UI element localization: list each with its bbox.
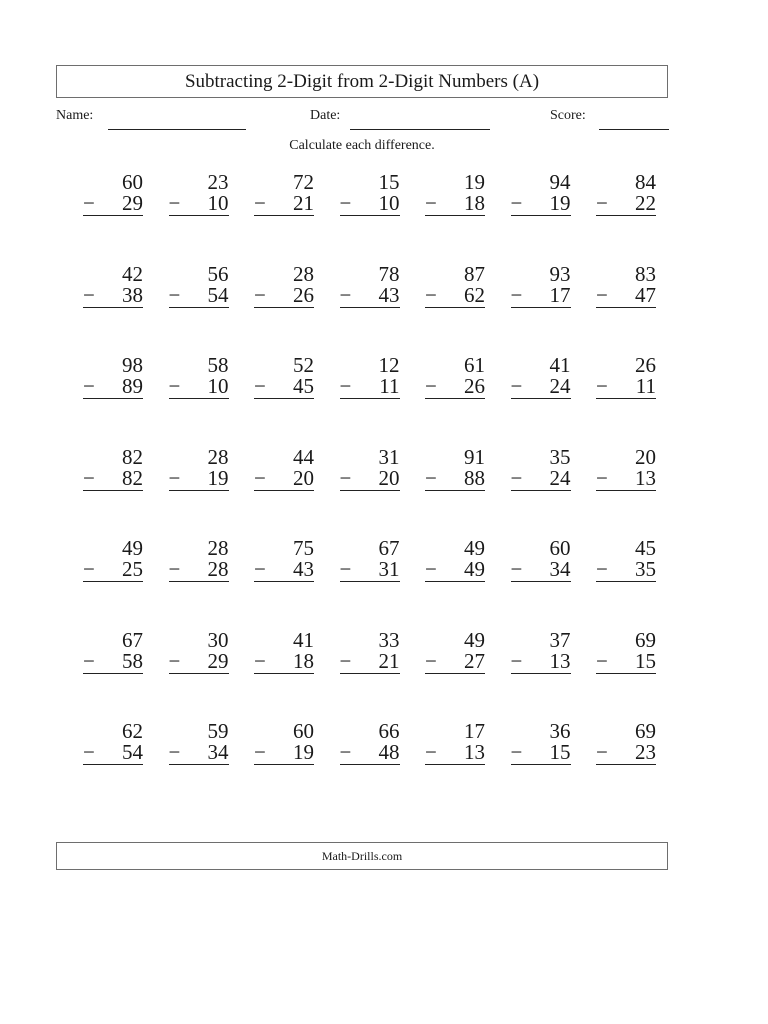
minus-sign: − (339, 465, 352, 490)
worksheet-title-box (56, 65, 668, 98)
minus-sign: − (254, 648, 266, 673)
date-blank-line (350, 129, 490, 130)
subtrahend: 26 (293, 282, 314, 307)
minus-sign: − (83, 191, 95, 215)
subtrahend: 27 (464, 648, 485, 673)
subtrahend: 45 (293, 374, 314, 398)
subtrahend: 15 (549, 740, 571, 764)
subtraction-problem (425, 172, 485, 216)
minuend: 23 (207, 170, 229, 194)
subtrahend: 35 (635, 557, 656, 581)
footer-text: Math-Drills.com (321, 848, 403, 863)
minuend: 75 (293, 536, 314, 560)
subtraction-problem (425, 538, 485, 582)
subtrahend-line (83, 376, 143, 399)
subtraction-problem (169, 721, 229, 765)
subtrahend: 19 (549, 191, 571, 215)
subtraction-problem (425, 261, 485, 308)
subtrahend-line (83, 465, 143, 491)
minus-sign: − (254, 465, 266, 490)
minuend: 45 (635, 536, 656, 560)
minus-sign: − (425, 648, 437, 673)
minus-sign: − (596, 465, 608, 490)
subtrahend-line (169, 742, 229, 765)
subtrahend-line (596, 465, 656, 491)
subtrahend: 58 (122, 648, 143, 673)
minuend: 84 (635, 170, 656, 194)
subtrahend-line (340, 559, 400, 582)
minuend: 35 (549, 444, 571, 469)
minuend: 30 (207, 627, 229, 652)
subtrahend: 23 (635, 740, 656, 764)
minuend: 72 (293, 170, 314, 194)
subtrahend-line (511, 559, 571, 582)
subtraction-problem (510, 444, 571, 491)
subtrahend: 17 (549, 282, 571, 307)
minus-sign: − (596, 648, 608, 673)
minus-sign: − (510, 282, 523, 307)
subtraction-problem (83, 627, 143, 674)
subtraction-problem (83, 355, 143, 399)
minuend: 56 (207, 261, 229, 286)
subtrahend: 24 (549, 374, 571, 398)
subtrahend: 13 (635, 465, 656, 490)
minus-sign: − (510, 740, 523, 764)
subtraction-problem (425, 355, 485, 399)
minuend: 28 (207, 444, 229, 469)
subtrahend-line (340, 742, 400, 765)
subtrahend: 62 (464, 282, 485, 307)
minus-sign: − (83, 282, 95, 307)
minus-sign: − (596, 557, 608, 581)
problem-row (56, 261, 668, 324)
subtraction-problem (596, 172, 656, 216)
footer-box (56, 842, 668, 870)
subtrahend-line (510, 648, 571, 674)
problem-row (56, 538, 668, 598)
subtraction-problem (168, 627, 229, 674)
minuend: 87 (464, 261, 485, 286)
minus-sign: − (339, 374, 352, 398)
subtrahend-line (169, 193, 229, 216)
subtrahend: 47 (635, 282, 656, 307)
minuend: 44 (293, 444, 314, 469)
subtrahend: 54 (122, 740, 143, 764)
subtraction-problem (596, 627, 656, 674)
subtrahend-line (254, 465, 314, 491)
subtrahend-line (339, 465, 400, 491)
minuend: 41 (293, 627, 314, 652)
minus-sign: − (83, 374, 95, 398)
problem-row (56, 172, 668, 232)
subtrahend: 48 (378, 740, 400, 764)
subtrahend-line (596, 559, 656, 582)
minus-sign: − (168, 465, 181, 490)
minuend: 94 (549, 170, 571, 194)
subtraction-problem (425, 444, 485, 491)
minuend: 41 (549, 353, 571, 377)
subtraction-problem (511, 355, 571, 399)
subtraction-problem (169, 172, 229, 216)
minuend: 59 (207, 719, 229, 743)
minus-sign: − (168, 282, 181, 307)
subtrahend: 21 (378, 648, 400, 673)
minuend: 98 (122, 353, 143, 377)
subtrahend: 43 (378, 282, 400, 307)
subtrahend-line (596, 376, 656, 399)
subtrahend: 28 (207, 557, 229, 581)
subtraction-problem (340, 355, 400, 399)
minuend: 36 (549, 719, 571, 743)
subtrahend-line (169, 559, 229, 582)
subtrahend: 15 (635, 648, 656, 673)
subtraction-problem (254, 355, 314, 399)
minuend: 60 (293, 719, 314, 743)
minuend: 15 (378, 170, 400, 194)
minus-sign: − (83, 465, 95, 490)
minuend: 49 (464, 627, 485, 652)
subtrahend-line (169, 376, 229, 399)
subtrahend-line (83, 648, 143, 674)
minus-sign: − (510, 465, 523, 490)
subtrahend: 19 (293, 740, 314, 764)
minuend: 28 (207, 536, 229, 560)
subtraction-problem (254, 444, 314, 491)
minuend: 58 (207, 353, 229, 377)
subtraction-problem (254, 721, 314, 765)
worksheet-title: Subtracting 2-Digit from 2-Digit Numbers (A) (184, 70, 540, 92)
subtraction-problem (168, 444, 229, 491)
subtraction-problem (596, 355, 656, 399)
subtrahend-line (340, 193, 400, 216)
minuend: 33 (378, 627, 400, 652)
subtrahend-line (425, 742, 485, 765)
minuend: 66 (378, 719, 400, 743)
subtraction-problem (254, 172, 314, 216)
subtrahend: 13 (549, 648, 571, 673)
minus-sign: − (596, 374, 608, 398)
minuend: 91 (464, 444, 485, 469)
subtrahend: 18 (464, 191, 485, 215)
subtraction-problem (596, 444, 656, 491)
minus-sign: − (168, 740, 181, 764)
minus-sign: − (510, 374, 523, 398)
subtraction-problem (254, 261, 314, 308)
minuend: 49 (122, 536, 143, 560)
subtraction-problem (83, 172, 143, 216)
subtrahend-line (596, 193, 656, 216)
subtrahend: 49 (464, 557, 485, 581)
subtrahend: 34 (207, 740, 229, 764)
instructions: Calculate each difference. (289, 138, 435, 153)
minus-sign: − (83, 557, 95, 581)
subtraction-problem (254, 538, 314, 582)
minuend: 20 (635, 444, 656, 469)
subtrahend: 88 (464, 465, 485, 490)
subtrahend: 10 (207, 374, 229, 398)
minuend: 83 (635, 261, 656, 286)
subtrahend-line (254, 376, 314, 399)
subtraction-problem (83, 538, 143, 582)
minus-sign: − (168, 648, 181, 673)
date-label: Date: (310, 108, 341, 123)
minuend: 28 (293, 261, 314, 286)
subtrahend-line (425, 465, 485, 491)
subtrahend: 21 (293, 191, 314, 215)
score-label: Score: (550, 108, 586, 123)
subtraction-problem (339, 627, 400, 674)
minuend: 60 (549, 536, 571, 560)
subtraction-problem (169, 538, 229, 582)
subtrahend-line (596, 742, 656, 765)
minuend: 67 (378, 536, 400, 560)
minuend: 78 (378, 261, 400, 286)
minus-sign: − (168, 557, 181, 581)
subtrahend: 43 (293, 557, 314, 581)
subtrahend: 54 (207, 282, 229, 307)
subtrahend-line (511, 193, 571, 216)
minuend: 37 (549, 627, 571, 652)
subtrahend-line (254, 742, 314, 765)
minuend: 26 (635, 353, 656, 377)
minus-sign: − (596, 740, 608, 764)
subtrahend-line (339, 282, 400, 308)
subtrahend-line (340, 376, 400, 399)
subtrahend-line (254, 282, 314, 308)
subtrahend-line (168, 282, 229, 308)
minus-sign: − (254, 557, 266, 581)
minus-sign: − (510, 648, 523, 673)
subtraction-problem (425, 721, 485, 765)
subtrahend-line (425, 559, 485, 582)
problem-row (56, 627, 668, 690)
minus-sign: − (168, 374, 181, 398)
subtraction-problem (511, 721, 571, 765)
subtraction-problem (168, 261, 229, 308)
minuend: 67 (122, 627, 143, 652)
subtraction-problem (340, 172, 400, 216)
minuend: 31 (378, 444, 400, 469)
minus-sign: − (596, 191, 608, 215)
minus-sign: − (339, 648, 352, 673)
subtrahend-line (425, 648, 485, 674)
subtraction-problem (510, 261, 571, 308)
minuend: 19 (464, 170, 485, 194)
minus-sign: − (339, 740, 352, 764)
subtrahend: 13 (464, 740, 485, 764)
minus-sign: − (425, 191, 437, 215)
minuend: 62 (122, 719, 143, 743)
subtraction-problem (596, 721, 656, 765)
subtrahend: 29 (207, 648, 229, 673)
subtrahend-line (511, 376, 571, 399)
minus-sign: − (254, 191, 266, 215)
subtraction-problem (425, 627, 485, 674)
minuend: 61 (464, 353, 485, 377)
subtrahend: 31 (378, 557, 400, 581)
subtrahend-line (510, 282, 571, 308)
subtrahend-line (254, 193, 314, 216)
subtraction-problem (83, 261, 143, 308)
subtrahend: 25 (122, 557, 143, 581)
problem-row (56, 444, 668, 507)
subtrahend: 11 (635, 374, 656, 398)
subtraction-problem (254, 627, 314, 674)
subtraction-problem (340, 538, 400, 582)
subtrahend-line (254, 559, 314, 582)
subtrahend: 82 (122, 465, 143, 490)
subtraction-problem (339, 261, 400, 308)
minus-sign: − (254, 374, 266, 398)
subtrahend-line (425, 376, 485, 399)
subtrahend: 89 (122, 374, 143, 398)
minuend: 12 (378, 353, 400, 377)
subtraction-problem (339, 444, 400, 491)
minus-sign: − (339, 282, 352, 307)
name-label: Name: (56, 108, 94, 123)
problem-row (56, 355, 668, 415)
minus-sign: − (254, 740, 266, 764)
minuend: 82 (122, 444, 143, 469)
minus-sign: − (83, 740, 95, 764)
subtrahend-line (339, 648, 400, 674)
subtrahend-line (425, 282, 485, 308)
subtrahend: 11 (379, 374, 400, 398)
minuend: 42 (122, 261, 143, 286)
minuend: 49 (464, 536, 485, 560)
minus-sign: − (425, 374, 437, 398)
subtraction-problem (510, 627, 571, 674)
subtrahend-line (510, 465, 571, 491)
minus-sign: − (425, 465, 437, 490)
subtraction-problem (511, 172, 571, 216)
minus-sign: − (339, 557, 352, 581)
minuend: 69 (635, 627, 656, 652)
subtraction-problem (596, 538, 656, 582)
minuend: 17 (464, 719, 485, 743)
subtrahend: 18 (293, 648, 314, 673)
subtrahend-line (83, 193, 143, 216)
problem-row (56, 721, 668, 781)
subtrahend-line (425, 193, 485, 216)
name-blank-line (108, 129, 246, 130)
subtrahend: 22 (635, 191, 656, 215)
minus-sign: − (596, 282, 608, 307)
subtrahend-line (83, 742, 143, 765)
subtrahend-line (168, 648, 229, 674)
minus-sign: − (339, 191, 352, 215)
subtrahend-line (254, 648, 314, 674)
minus-sign: − (425, 557, 437, 581)
subtrahend: 20 (293, 465, 314, 490)
minuend: 69 (635, 719, 656, 743)
score-blank-line (599, 129, 669, 130)
subtrahend-line (596, 648, 656, 674)
subtrahend: 20 (378, 465, 400, 490)
minus-sign: − (425, 282, 437, 307)
subtrahend-line (511, 742, 571, 765)
subtrahend: 24 (549, 465, 571, 490)
minus-sign: − (254, 282, 266, 307)
subtrahend-line (83, 559, 143, 582)
minus-sign: − (168, 191, 181, 215)
subtrahend: 19 (207, 465, 229, 490)
subtraction-problem (596, 261, 656, 308)
subtrahend: 29 (122, 191, 143, 215)
subtraction-problem (83, 721, 143, 765)
minus-sign: − (425, 740, 437, 764)
subtrahend: 10 (207, 191, 229, 215)
minuend: 93 (549, 261, 571, 286)
subtrahend: 38 (122, 282, 143, 307)
subtrahend-line (596, 282, 656, 308)
subtraction-problem (340, 721, 400, 765)
minus-sign: − (510, 557, 523, 581)
minus-sign: − (83, 648, 95, 673)
subtrahend-line (168, 465, 229, 491)
subtraction-problem (83, 444, 143, 491)
subtraction-problem (511, 538, 571, 582)
subtrahend: 26 (464, 374, 485, 398)
subtrahend: 10 (378, 191, 400, 215)
subtrahend-line (83, 282, 143, 308)
subtrahend: 34 (549, 557, 571, 581)
subtraction-problem (169, 355, 229, 399)
minus-sign: − (510, 191, 523, 215)
minuend: 60 (122, 170, 143, 194)
minuend: 52 (293, 353, 314, 377)
